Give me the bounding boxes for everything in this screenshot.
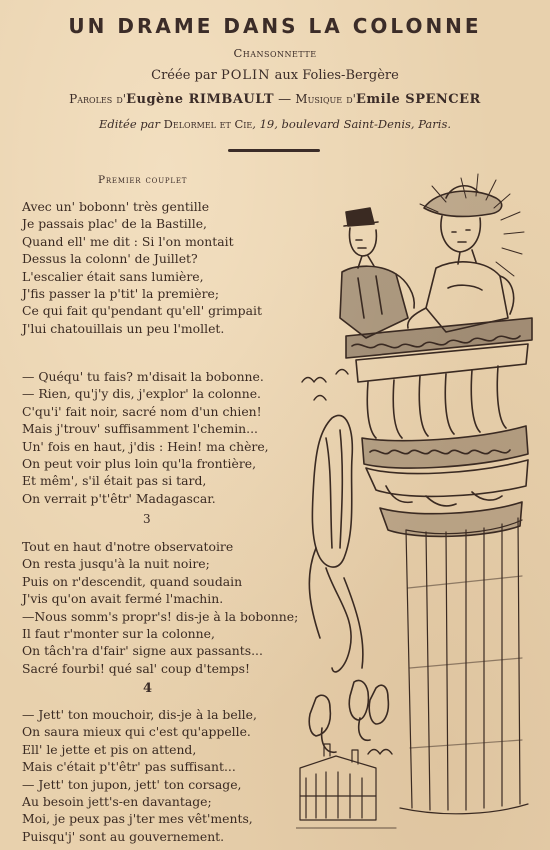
- falling-clothes: [309, 415, 363, 672]
- verse-line: Mais c'était p't'êtr' pas suffisant...: [22, 759, 236, 775]
- verse-line: — Jett' ton mouchoir, dis-je à la belle,: [22, 707, 257, 722]
- verse-line: L'escalier était sans lumière,: [22, 268, 204, 284]
- verse-line: J'fis passer la p'tit' la première;: [22, 285, 220, 301]
- composer-name: Emile SPENCER: [355, 92, 481, 107]
- created-artist: POLIN: [220, 68, 271, 83]
- authors-credit: [0, 92, 550, 107]
- stanza-2: [22, 368, 269, 507]
- lyricist-name: Eugène RIMBAULT: [126, 92, 275, 107]
- birds: [302, 370, 392, 755]
- stanza-3: [22, 538, 298, 677]
- stanza-number-4: 4: [143, 681, 153, 696]
- verse-line: On resta jusqu'à la nuit noire;: [22, 556, 210, 572]
- verse-line: J'vis qu'on avait fermé l'machin.: [22, 591, 224, 607]
- city-rooftops: [296, 744, 396, 828]
- verse-line: Mais j'trouv' suffisamment l'chemin...: [22, 421, 258, 437]
- verse-line: C'qu'i' fait noir, sacré nom d'un chien!: [22, 403, 262, 419]
- lyrics-label: Paroles: [69, 92, 113, 106]
- sun-rays: [420, 174, 524, 276]
- verse-line: Dessus la colonn' de Juillet?: [22, 251, 198, 267]
- song-subtitle: Chansonnette: [233, 46, 317, 60]
- title-divider: [228, 149, 320, 152]
- lyrics-of: d': [116, 92, 127, 106]
- verse-line: Je passais plac' de la Bastille,: [22, 216, 207, 232]
- song-title: UN DRAME DANS LA COLONNE: [68, 14, 482, 38]
- verse-line: —Nous somm's propr's! dis-je à la bobonne;: [22, 608, 299, 624]
- stanza-1: [22, 198, 262, 337]
- verse-line: Tout en haut d'notre observatoire: [22, 539, 234, 554]
- verse-line: Et mêm', s'il était pas si tard,: [22, 473, 207, 489]
- music-of: d': [346, 92, 356, 106]
- column-shaft: [400, 518, 528, 814]
- verse-line: Un' fois en haut, j'dis : Hein! ma chère,: [22, 438, 269, 454]
- verse-line: — Rien, qu'j'y dis, j'explor' la colonne.: [22, 386, 261, 402]
- verse-line: Sacré fourbi! qué sal' coup d'temps!: [22, 660, 250, 676]
- verse-line: Puis on r'descendit, quand soudain: [22, 573, 243, 589]
- verse-line: — Quéqu' tu fais? m'disait la bobonne.: [22, 369, 264, 384]
- credit-separator: —: [278, 92, 292, 107]
- soldier-figure: [340, 208, 414, 338]
- falling-shoes: [309, 680, 388, 752]
- verse-line: Au besoin jett's-en davantage;: [22, 793, 212, 809]
- verse-line: — Jett' ton jupon, jett' ton corsage,: [22, 776, 242, 792]
- created-prefix: Créée par: [151, 68, 217, 83]
- verse-line: Ell' le jette et pis on attend,: [22, 741, 197, 757]
- created-suffix: aux Folies-Bergère: [274, 68, 399, 83]
- publisher-prefix: Editée par: [98, 117, 161, 131]
- verse-line: On saura mieux qui c'est qu'appelle.: [22, 724, 251, 740]
- verse-line: J'lui chatouillais un peu l'mollet.: [22, 320, 225, 336]
- column-illustration: [296, 168, 536, 840]
- verse-line: On verrait p't'êtr' Madagascar.: [22, 490, 216, 506]
- publisher-line: [0, 117, 550, 131]
- publisher-address: , 19, boulevard Saint-Denis, Paris.: [252, 117, 452, 131]
- verse-line: Avec un' bobonn' très gentille: [22, 199, 210, 214]
- couplet-heading: Premier couplet: [98, 174, 188, 186]
- verse-line: Puisqu'j' sont au gouvernement.: [22, 828, 225, 844]
- stanza-4: [22, 706, 257, 845]
- verse-line: On peut voir plus loin qu'la frontière,: [22, 455, 257, 471]
- verse-line: On tâch'ra d'fair' signe aux passants...: [22, 643, 263, 659]
- music-label: Musique: [295, 92, 343, 106]
- verse-line: Il faut r'monter sur la colonne,: [22, 625, 215, 641]
- stanza-number-3: 3: [143, 512, 151, 526]
- creation-credit: [0, 68, 550, 83]
- verse-line: Moi, je peux pas j'ter mes vêt'ments,: [22, 811, 253, 827]
- column-capital: [346, 318, 532, 536]
- woman-figure: [408, 186, 514, 332]
- verse-line: Quand ell' me dit : Si l'on montait: [22, 233, 234, 249]
- verse-line: Ce qui fait qu'pendant qu'ell' grimpait: [22, 303, 262, 319]
- publisher-name: Delormel et Cie: [163, 117, 253, 131]
